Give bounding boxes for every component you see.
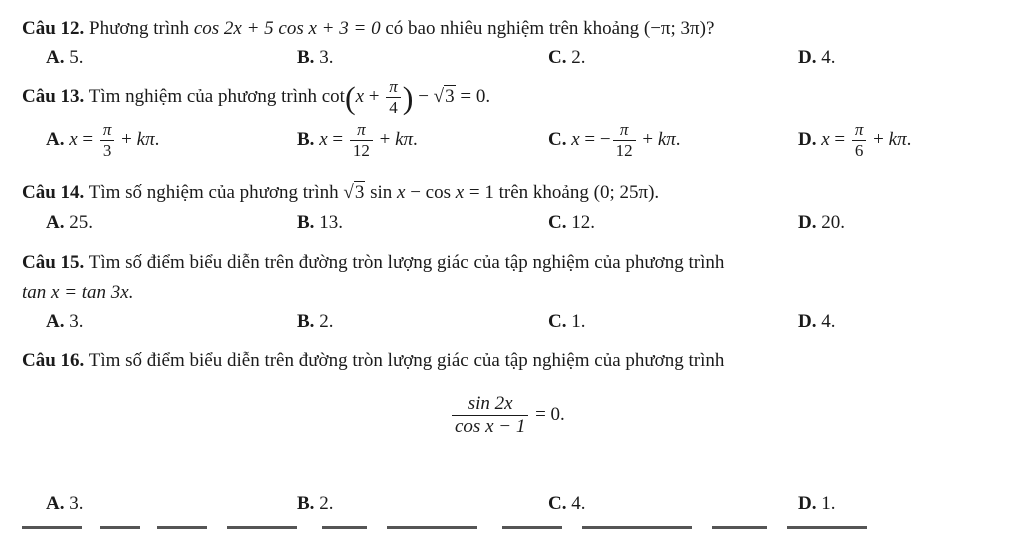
option-c: C. 2. — [548, 47, 586, 68]
question-label: Câu 12. — [22, 18, 85, 39]
option-c: C. 1. — [548, 311, 586, 332]
denominator: cos x − 1 — [455, 415, 526, 437]
option-a: A. 25. — [46, 212, 93, 233]
question-14 — [22, 182, 659, 204]
option-b: B. 3. — [297, 47, 334, 68]
numerator: sin 2x — [452, 394, 528, 416]
option-c: C. 4. — [548, 493, 586, 514]
equation: cot(x + $\frac{\pi}{4}$ ) − √3 = 0. — [321, 77, 491, 117]
interval: (0; 25π). — [593, 182, 660, 203]
question-text: Tìm nghiệm của phương trình — [88, 85, 317, 107]
equation: √3 sin x − cos x = 1 — [343, 182, 494, 203]
equation: cos 2x + 5 cos x + 3 = 0 — [193, 18, 381, 39]
option-d: D. x = $\frac{\pi}{6}$ + kπ. — [798, 120, 912, 160]
option-d: D. 1. — [798, 493, 836, 514]
question-label: Câu 13. — [22, 85, 85, 107]
question-text: Phương trình — [89, 18, 190, 39]
equation: tan x = tan 3x. — [22, 282, 134, 303]
option-c: C. x = − $\frac{\pi}{12}$ + kπ. — [548, 120, 681, 160]
question-12 — [22, 18, 714, 40]
option-d: D. 4. — [798, 311, 836, 332]
option-b: B. 2. — [297, 493, 334, 514]
interval: (−π; 3π)? — [643, 18, 715, 39]
question-text: Tìm số điểm biểu diễn trên đường tròn lượng giác của tập nghiệm của phương trình — [88, 350, 725, 371]
option-a: A. 3. — [46, 493, 84, 514]
option-d: D. 20. — [798, 212, 845, 233]
option-b: B. 2. — [297, 311, 334, 332]
option-d: D. 4. — [798, 47, 836, 68]
cropped-text-line — [22, 526, 1022, 538]
question-text: Tìm số điểm biểu diễn trên đường tròn lượng giác của tập nghiệm của phương trình — [88, 252, 725, 273]
option-c: C. 12. — [548, 212, 595, 233]
question-text: có bao nhiêu nghiệm trên khoảng — [385, 18, 640, 39]
option-a: A. x = $\frac{\pi}{3}$ + kπ. — [46, 120, 160, 160]
question-13 — [22, 78, 490, 117]
option-a: A. 5. — [46, 47, 84, 68]
question-16 — [22, 350, 724, 372]
question-label: Câu 15. — [22, 252, 85, 273]
fraction-equation — [450, 394, 565, 438]
question-text: trên khoảng — [498, 182, 589, 203]
question-text: Tìm số nghiệm của phương trình — [88, 182, 339, 203]
question-15 — [22, 252, 1024, 274]
question-label: Câu 14. — [22, 182, 85, 203]
option-b: B. 13. — [297, 212, 343, 233]
option-a: A. 3. — [46, 311, 84, 332]
question-label: Câu 16. — [22, 350, 85, 371]
option-b: B. x = $\frac{\pi}{12}$ + kπ. — [297, 120, 418, 160]
equation-rhs: = 0. — [535, 404, 565, 426]
